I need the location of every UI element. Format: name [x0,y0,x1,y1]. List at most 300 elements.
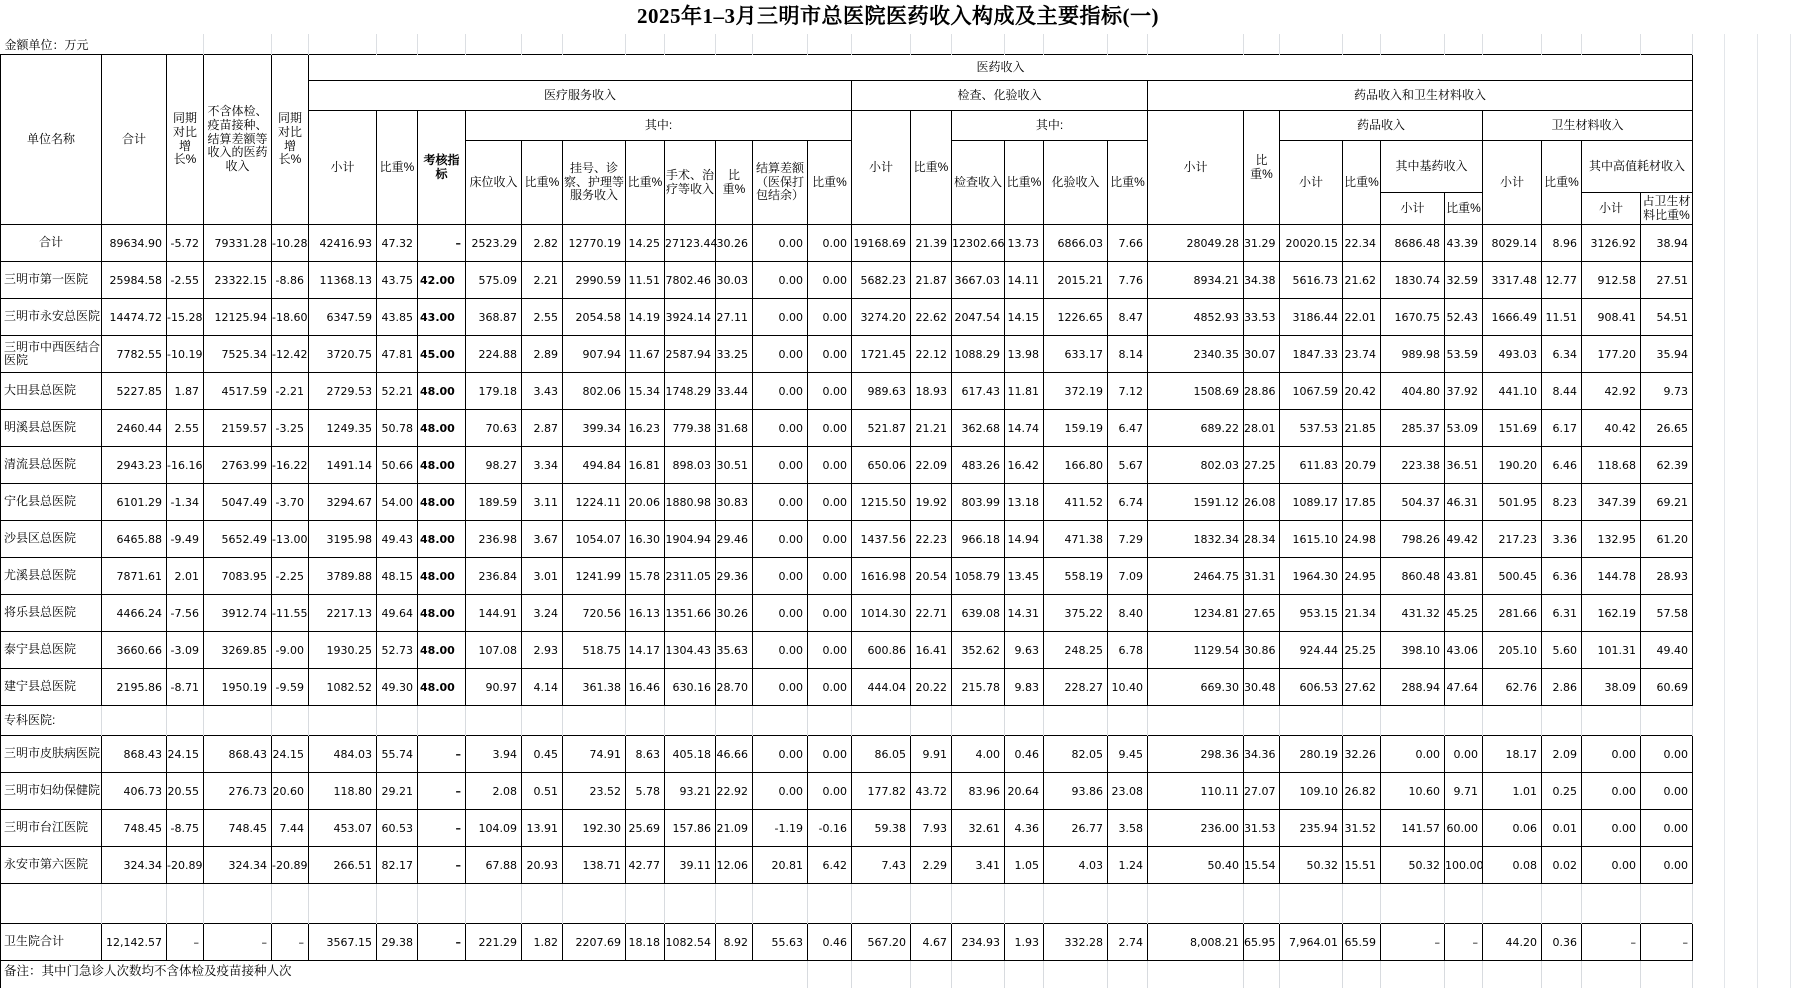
revenue-table [0,34,1693,988]
value-cell: 0.00 [808,669,852,706]
value-cell [665,706,716,736]
value-cell: -16.16 [167,447,204,484]
table-row [1,447,1693,484]
value-cell: 2.01 [167,558,204,595]
value-cell: 12125.94 [204,299,272,336]
value-cell: 6.42 [808,847,852,884]
grid-line [1724,34,1725,988]
value-cell: 52.21 [377,373,418,410]
value-cell: 868.43 [204,736,272,773]
value-cell: 190.20 [1483,447,1542,484]
value-cell: 0.00 [808,447,852,484]
value-cell: 908.41 [1582,299,1641,336]
value-cell: 2340.35 [1148,336,1244,373]
value-cell: 0.00 [1641,810,1693,847]
value-cell: 89634.90 [102,225,167,262]
value-cell: 46.31 [1445,484,1483,521]
table-row [1,669,1693,706]
grid-cell [522,34,563,55]
value-cell: 42.00 [418,262,466,299]
value-cell [1280,706,1343,736]
value-cell: 31.29 [1244,225,1280,262]
value-cell: 630.16 [665,669,716,706]
value-cell: 0.00 [808,410,852,447]
value-cell: 1508.69 [1148,373,1244,410]
value-cell: 28049.28 [1148,225,1244,262]
value-cell [626,884,665,924]
value-cell: 13.73 [1005,225,1044,262]
value-cell: – [1445,924,1483,961]
value-cell: 53.59 [1445,336,1483,373]
value-cell: 109.10 [1280,773,1343,810]
col-header-exam-share: 比重% [911,111,952,225]
value-cell: 1830.74 [1381,262,1445,299]
value-cell: 3.67 [522,521,563,558]
value-cell: 3924.14 [665,299,716,336]
value-cell: 324.34 [204,847,272,884]
value-cell: 24.15 [272,736,309,773]
value-cell: 141.57 [1381,810,1445,847]
value-cell: 3789.88 [309,558,377,595]
value-cell: 362.68 [952,410,1005,447]
value-cell [716,706,753,736]
value-cell: 4517.59 [204,373,272,410]
value-cell: 20020.15 [1280,225,1343,262]
value-cell: 30.51 [716,447,753,484]
value-cell: 0.00 [753,558,808,595]
grid-cell [1280,34,1343,55]
value-cell: 13.45 [1005,558,1044,595]
value-cell: 43.81 [1445,558,1483,595]
value-cell: 192.30 [563,810,626,847]
value-cell: 118.68 [1582,447,1641,484]
value-cell: 2464.75 [1148,558,1244,595]
value-cell: 1129.54 [1148,632,1244,669]
value-cell: 177.20 [1582,336,1641,373]
value-cell: -8.86 [272,262,309,299]
value-cell: 2990.59 [563,262,626,299]
grid-cell [1108,961,1148,988]
col-header-registration: 挂号、诊察、护理等服务收入 [563,141,626,225]
value-cell: 40.42 [1582,410,1641,447]
value-cell: 779.38 [665,410,716,447]
col-header-registration-share: 比重% [626,141,665,225]
value-cell: 49.43 [377,521,418,558]
value-cell: 234.93 [952,924,1005,961]
value-cell: 27123.44 [665,225,716,262]
value-cell: 2.08 [466,773,522,810]
value-cell: – [418,924,466,961]
value-cell: 405.18 [665,736,716,773]
value-cell: 48.00 [418,447,466,484]
value-cell: 1.82 [522,924,563,961]
grid-cell [1641,961,1693,988]
value-cell: 9.71 [1445,773,1483,810]
value-cell [418,884,466,924]
value-cell: 0.00 [753,336,808,373]
table-row [1,558,1693,595]
value-cell: 898.03 [665,447,716,484]
col-header-drug-subtotal: 小计 [1280,141,1343,225]
value-cell: 14.15 [1005,299,1044,336]
value-cell: -2.25 [272,558,309,595]
value-cell [1582,706,1641,736]
value-cell [852,706,911,736]
value-cell: 0.00 [1381,736,1445,773]
value-cell: 47.81 [377,336,418,373]
col-header-total-excl: 不含体检、疫苗接种、结算差额等收入的医药收入 [204,55,272,225]
value-cell: 60.00 [1445,810,1483,847]
value-cell: – [204,924,272,961]
col-header-material-subtotal: 小计 [1483,141,1542,225]
value-cell: 7802.46 [665,262,716,299]
value-cell: 3720.75 [309,336,377,373]
value-cell: 30.26 [716,595,753,632]
value-cell: 16.13 [626,595,665,632]
row-label: 卫生院合计 [1,924,102,961]
grid-cell [1381,34,1445,55]
value-cell: 5227.85 [102,373,167,410]
value-cell: 868.43 [102,736,167,773]
value-cell: 15.51 [1343,847,1381,884]
value-cell: 1964.30 [1280,558,1343,595]
value-cell: 177.82 [852,773,911,810]
value-cell [1148,884,1244,924]
value-cell: 633.17 [1044,336,1108,373]
value-cell: 4.36 [1005,810,1044,847]
value-cell: 29.21 [377,773,418,810]
value-cell: 3.24 [522,595,563,632]
grid-cell [1148,34,1244,55]
value-cell: – [418,847,466,884]
value-cell: 2943.23 [102,447,167,484]
value-cell: 375.22 [1044,595,1108,632]
value-cell: 42416.93 [309,225,377,262]
value-cell: 45.00 [418,336,466,373]
value-cell: 9.45 [1108,736,1148,773]
value-cell: – [418,773,466,810]
value-cell: 18.17 [1483,736,1542,773]
table-row [1,595,1693,632]
table-body [1,225,1693,988]
value-cell: 14474.72 [102,299,167,336]
value-cell: 5.67 [1108,447,1148,484]
value-cell [1542,884,1582,924]
value-cell: 35.94 [1641,336,1693,373]
value-cell: 1215.50 [852,484,911,521]
value-cell: 10.40 [1108,669,1148,706]
value-cell: 4466.24 [102,595,167,632]
value-cell: 1616.98 [852,558,911,595]
value-cell: 2.93 [522,632,563,669]
value-cell: 60.53 [377,810,418,847]
value-cell: 93.86 [1044,773,1108,810]
value-cell: 7871.61 [102,558,167,595]
value-cell: 4.00 [952,736,1005,773]
value-cell [309,706,377,736]
grid-cell [418,34,466,55]
value-cell: 20.60 [272,773,309,810]
value-cell: -9.49 [167,521,204,558]
row-label: 明溪县总医院 [1,410,102,447]
value-cell: 50.66 [377,447,418,484]
value-cell: 18.18 [626,924,665,961]
value-cell: 54.51 [1641,299,1693,336]
value-cell: 5616.73 [1280,262,1343,299]
value-cell: 521.87 [852,410,911,447]
value-cell: 86.05 [852,736,911,773]
value-cell: – [418,810,466,847]
value-cell: 20.42 [1343,373,1381,410]
value-cell: 43.00 [418,299,466,336]
value-cell: 22.92 [716,773,753,810]
value-cell: 1950.19 [204,669,272,706]
value-cell: 0.00 [808,632,852,669]
value-cell: 48.00 [418,595,466,632]
value-cell: -8.75 [167,810,204,847]
grid-cell [204,34,272,55]
value-cell [1005,884,1044,924]
value-cell: 0.25 [1542,773,1582,810]
value-cell: 361.38 [563,669,626,706]
row-label: 三明市妇幼保健院 [1,773,102,810]
value-cell [167,884,204,924]
value-cell [1641,706,1693,736]
grid-cell [1483,961,1542,988]
value-cell: 2015.21 [1044,262,1108,299]
value-cell: 50.78 [377,410,418,447]
value-cell: 8.40 [1108,595,1148,632]
value-cell: 1234.81 [1148,595,1244,632]
value-cell: 0.00 [753,484,808,521]
value-cell: 27.65 [1244,595,1280,632]
value-cell: 1721.45 [852,336,911,373]
value-cell: 8686.48 [1381,225,1445,262]
col-header-service-subtotal: 小计 [309,111,377,225]
value-cell: 3912.74 [204,595,272,632]
value-cell: 6.17 [1542,410,1582,447]
value-cell: 59.38 [852,810,911,847]
value-cell [522,706,563,736]
grid-cell [852,961,911,988]
grid-cell [377,34,418,55]
value-cell [563,706,626,736]
value-cell: 11368.13 [309,262,377,299]
value-cell: 98.27 [466,447,522,484]
value-cell: 2.87 [522,410,563,447]
value-cell: 16.41 [911,632,952,669]
value-cell: – [167,924,204,961]
grid-cell [753,34,808,55]
value-cell: 8.63 [626,736,665,773]
value-cell: 27.11 [716,299,753,336]
value-cell: 17.85 [1343,484,1381,521]
value-cell: 1437.56 [852,521,911,558]
value-cell: 0.08 [1483,847,1542,884]
value-cell: 3317.48 [1483,262,1542,299]
value-cell: 1615.10 [1280,521,1343,558]
value-cell: 1082.52 [309,669,377,706]
value-cell [1044,884,1108,924]
value-cell: 6.31 [1542,595,1582,632]
grid-cell [309,34,377,55]
value-cell: 748.45 [102,810,167,847]
value-cell: 7.12 [1108,373,1148,410]
value-cell: 49.40 [1641,632,1693,669]
value-cell: 3.01 [522,558,563,595]
value-cell [102,706,167,736]
row-label: 尤溪县总医院 [1,558,102,595]
value-cell: 2729.53 [309,373,377,410]
grid-cell [1381,961,1445,988]
grid-cell [716,34,753,55]
grid-cell [1483,34,1542,55]
value-cell: 802.03 [1148,447,1244,484]
value-cell: -15.28 [167,299,204,336]
value-cell: 101.31 [1582,632,1641,669]
value-cell: 23.52 [563,773,626,810]
value-cell: 399.34 [563,410,626,447]
value-cell: 31.68 [716,410,753,447]
value-cell: 162.19 [1582,595,1641,632]
value-cell: 0.00 [808,225,852,262]
value-cell: 2311.05 [665,558,716,595]
value-cell: 5.60 [1542,632,1582,669]
value-cell: 21.39 [911,225,952,262]
value-cell: 2587.94 [665,336,716,373]
col-header-high-value-subtotal: 小计 [1582,193,1641,225]
value-cell: 248.25 [1044,632,1108,669]
value-cell: 1748.29 [665,373,716,410]
col-header-exam-subtotal: 小计 [852,111,911,225]
value-cell: – [418,736,466,773]
value-cell: 62.76 [1483,669,1542,706]
grid-cell [808,34,852,55]
value-cell: 8.47 [1108,299,1148,336]
value-cell: 83.96 [952,773,1005,810]
value-cell: 62.39 [1641,447,1693,484]
value-cell: 500.45 [1483,558,1542,595]
value-cell [1343,706,1381,736]
value-cell: 280.19 [1280,736,1343,773]
table-row [1,706,1693,736]
value-cell: 47.32 [377,225,418,262]
group-header-basic-drug: 其中基药收入 [1381,141,1483,193]
value-cell: -7.56 [167,595,204,632]
col-header-dm-subtotal: 小计 [1148,111,1244,225]
value-cell: 7.43 [852,847,911,884]
value-cell: 42.92 [1582,373,1641,410]
value-cell: -5.72 [167,225,204,262]
value-cell: 720.56 [563,595,626,632]
grid-cell [808,961,852,988]
row-label: 泰宁县总医院 [1,632,102,669]
value-cell [1445,706,1483,736]
value-cell: 53.09 [1445,410,1483,447]
col-header-surgery: 手术、治疗等收入 [665,141,716,225]
group-header-exam-among: 其中: [952,111,1148,141]
value-cell: 2.89 [522,336,563,373]
value-cell: 110.11 [1148,773,1244,810]
value-cell: 16.23 [626,410,665,447]
value-cell [1108,884,1148,924]
value-cell: 43.39 [1445,225,1483,262]
value-cell: 1.01 [1483,773,1542,810]
value-cell: -1.34 [167,484,204,521]
value-cell [808,706,852,736]
value-cell: 16.46 [626,669,665,706]
grid-cell [1582,34,1641,55]
value-cell: 48.00 [418,669,466,706]
value-cell: 0.00 [808,521,852,558]
value-cell: 20.79 [1343,447,1381,484]
value-cell [309,884,377,924]
value-cell: -8.71 [167,669,204,706]
value-cell: 29.46 [716,521,753,558]
value-cell: 31.52 [1343,810,1381,847]
value-cell: 61.20 [1641,521,1693,558]
value-cell: 6101.29 [102,484,167,521]
value-cell: 19168.69 [852,225,911,262]
value-cell [204,884,272,924]
value-cell: 441.10 [1483,373,1542,410]
value-cell: -9.00 [272,632,309,669]
value-cell: 90.97 [466,669,522,706]
row-label [1,884,102,924]
value-cell: 22.09 [911,447,952,484]
value-cell: 33.25 [716,336,753,373]
value-cell: 69.21 [1641,484,1693,521]
col-header-service-share: 比重% [377,111,418,225]
group-header-exam: 检查、化验收入 [852,81,1148,111]
value-cell: 7.29 [1108,521,1148,558]
value-cell: 0.00 [753,225,808,262]
row-label: 备注：其中门急诊人次数均不含体检及疫苗接种人次 [1,961,808,988]
value-cell [272,884,309,924]
value-cell: 31.31 [1244,558,1280,595]
value-cell: 15.54 [1244,847,1280,884]
value-cell: 1226.65 [1044,299,1108,336]
table-row [1,773,1693,810]
value-cell: 0.00 [808,262,852,299]
grid-cell [1582,961,1641,988]
value-cell: 0.00 [1641,847,1693,884]
grid-cell [626,34,665,55]
value-cell: 6.74 [1108,484,1148,521]
value-cell: 2207.69 [563,924,626,961]
value-cell: 65.95 [1244,924,1280,961]
col-header-settlement: 结算差额（医保打包结余） [753,141,808,225]
value-cell: 689.22 [1148,410,1244,447]
value-cell: 0.00 [808,299,852,336]
value-cell: 2.55 [167,410,204,447]
grid-line [1757,34,1758,988]
value-cell [377,706,418,736]
value-cell: 14.94 [1005,521,1044,558]
value-cell: 159.19 [1044,410,1108,447]
value-cell: 49.42 [1445,521,1483,558]
value-cell: 9.73 [1641,373,1693,410]
value-cell: 20.54 [911,558,952,595]
row-label: 三明市皮肤病医院 [1,736,102,773]
value-cell: 82.05 [1044,736,1108,773]
value-cell: 166.80 [1044,447,1108,484]
value-cell: 0.00 [753,521,808,558]
value-cell: 7,964.01 [1280,924,1343,961]
value-cell: 2.09 [1542,736,1582,773]
value-cell: 1832.34 [1148,521,1244,558]
value-cell [665,884,716,924]
